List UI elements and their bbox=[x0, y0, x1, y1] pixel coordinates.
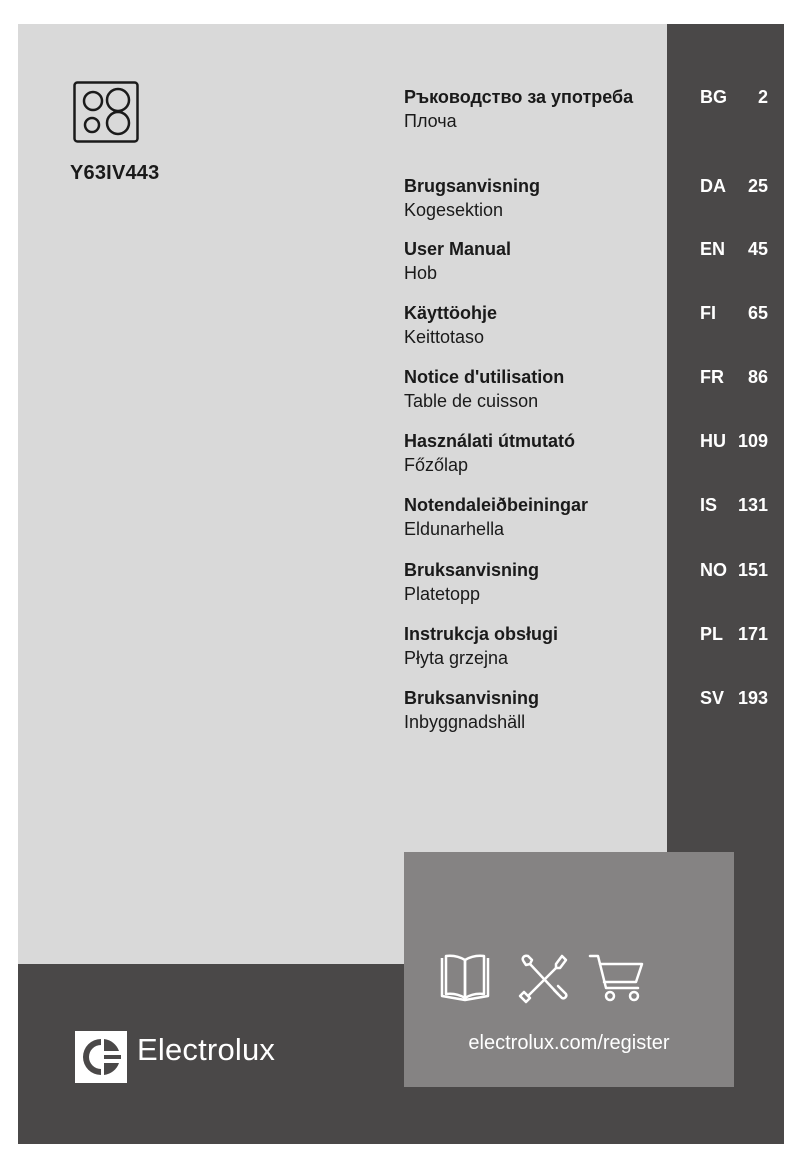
manual-entry bbox=[404, 301, 654, 349]
page-number: 109 bbox=[737, 431, 768, 451]
manual-subtitle: Platetopp bbox=[404, 584, 481, 604]
manual-subtitle: Płyta grzejna bbox=[404, 648, 509, 668]
manual-entry bbox=[404, 622, 654, 670]
cart-icon bbox=[588, 952, 648, 1006]
manual-subtitle: Table de cuisson bbox=[404, 391, 539, 411]
page-number: 65 bbox=[747, 303, 768, 323]
manual-entry bbox=[404, 365, 654, 413]
manual-entry bbox=[404, 686, 654, 734]
electrolux-logo-icon bbox=[75, 1031, 127, 1083]
manual-title: Használati útmutató bbox=[404, 431, 576, 451]
manual-title: Ръководство за употреба bbox=[404, 87, 634, 107]
language-code: NO bbox=[700, 560, 727, 580]
hob-icon bbox=[73, 81, 139, 143]
manual-subtitle: Kogesektion bbox=[404, 200, 504, 220]
manual-title: Brugsanvisning bbox=[404, 176, 541, 196]
manual-title: Notendaleiðbeiningar bbox=[404, 495, 589, 515]
page-number: 171 bbox=[737, 624, 768, 644]
language-code: FI bbox=[700, 303, 716, 323]
manual-entry bbox=[404, 174, 654, 222]
manual-title: Bruksanvisning bbox=[404, 688, 540, 708]
manual-subtitle: Keittotaso bbox=[404, 327, 485, 347]
manual-subtitle: Inbyggnadshäll bbox=[404, 712, 526, 732]
page-number: 86 bbox=[747, 367, 768, 387]
manual-cover bbox=[18, 24, 784, 1144]
page-number: 193 bbox=[737, 688, 768, 708]
language-code: BG bbox=[700, 87, 727, 107]
manual-title: User Manual bbox=[404, 239, 512, 259]
book-icon bbox=[438, 952, 492, 1006]
manual-title: Notice d'utilisation bbox=[404, 367, 565, 387]
manual-entry bbox=[404, 493, 654, 541]
language-code: FR bbox=[700, 367, 724, 387]
manual-subtitle: Eldunarhella bbox=[404, 519, 505, 539]
manual-title: Bruksanvisning bbox=[404, 560, 540, 580]
language-code: EN bbox=[700, 239, 726, 259]
language-code: IS bbox=[700, 495, 718, 515]
manual-subtitle: Hob bbox=[404, 263, 438, 283]
page-number: 151 bbox=[737, 560, 768, 580]
page-number: 45 bbox=[747, 239, 768, 259]
manual-title: Instrukcja obsługi bbox=[404, 624, 559, 644]
manual-entry bbox=[404, 237, 654, 285]
register-panel bbox=[404, 852, 734, 1087]
language-code: DA bbox=[700, 176, 726, 196]
tools-icon bbox=[516, 952, 570, 1006]
page-number: 25 bbox=[747, 176, 768, 196]
manual-entry bbox=[404, 558, 654, 606]
language-code: PL bbox=[700, 624, 724, 644]
page-number: 2 bbox=[757, 87, 768, 107]
manual-entry bbox=[404, 85, 654, 133]
brand-name: Electrolux bbox=[137, 1032, 276, 1067]
manual-subtitle: Főzőlap bbox=[404, 455, 469, 475]
language-code: SV bbox=[700, 688, 725, 708]
manual-title: Käyttöohje bbox=[404, 303, 498, 323]
register-url[interactable]: electrolux.com/register bbox=[468, 1032, 670, 1054]
manual-entry bbox=[404, 429, 654, 477]
page-number: 131 bbox=[737, 495, 768, 515]
model-number: Y63IV443 bbox=[70, 162, 160, 184]
language-code: HU bbox=[700, 431, 726, 451]
manual-subtitle: Плоча bbox=[404, 111, 457, 131]
